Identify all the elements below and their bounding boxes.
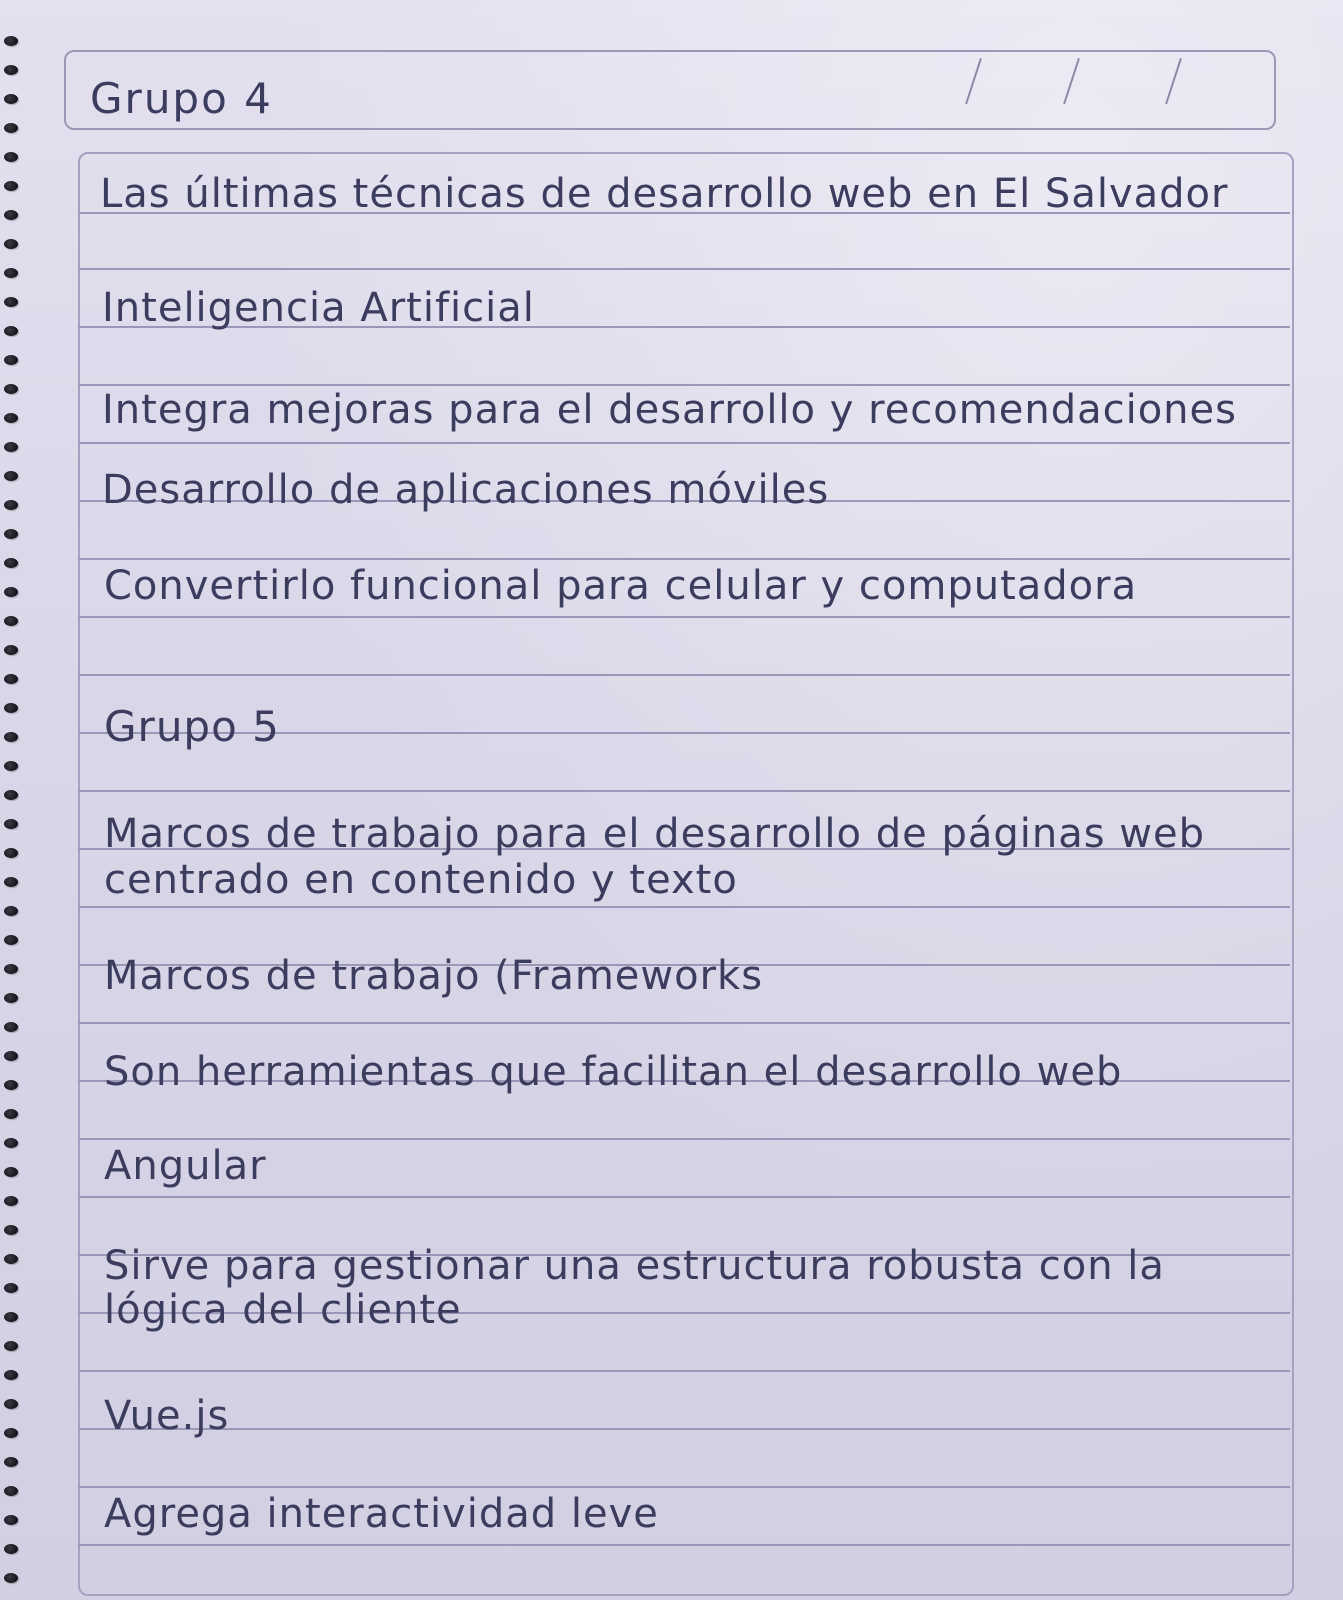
spiral-hole bbox=[4, 1022, 18, 1032]
spiral-hole bbox=[4, 703, 18, 713]
ruled-line bbox=[78, 1428, 1290, 1430]
ruled-line bbox=[78, 558, 1290, 560]
spiral-hole bbox=[4, 36, 18, 46]
ruled-line bbox=[78, 1370, 1290, 1372]
spiral-hole bbox=[4, 761, 18, 771]
spiral-hole bbox=[4, 935, 18, 945]
spiral-hole bbox=[4, 1196, 18, 1206]
note-line: Angular bbox=[104, 1143, 267, 1189]
spiral-hole bbox=[4, 384, 18, 394]
spiral-hole bbox=[4, 1080, 18, 1090]
spiral-hole bbox=[4, 877, 18, 887]
spiral-hole bbox=[4, 1051, 18, 1061]
spiral-hole bbox=[4, 181, 18, 191]
spiral-hole bbox=[4, 239, 18, 249]
ruled-line bbox=[78, 1196, 1290, 1198]
spiral-hole bbox=[4, 1399, 18, 1409]
ruled-line bbox=[78, 268, 1290, 270]
spiral-hole bbox=[4, 848, 18, 858]
ruled-line bbox=[78, 1022, 1290, 1024]
spiral-hole bbox=[4, 993, 18, 1003]
note-line: Convertirlo funcional para celular y computadora bbox=[104, 563, 1138, 609]
spiral-hole bbox=[4, 65, 18, 75]
ruled-line bbox=[78, 1544, 1290, 1546]
spiral-hole bbox=[4, 1254, 18, 1264]
spiral-hole bbox=[4, 1515, 18, 1525]
spiral-hole bbox=[4, 732, 18, 742]
ruled-line bbox=[78, 1138, 1290, 1140]
spiral-hole bbox=[4, 413, 18, 423]
note-line: Son herramientas que facilitan el desarrollo web bbox=[104, 1049, 1123, 1095]
spiral-hole bbox=[4, 123, 18, 133]
spiral-hole bbox=[4, 210, 18, 220]
spiral-hole bbox=[4, 674, 18, 684]
ruled-line bbox=[78, 674, 1290, 676]
spiral-hole bbox=[4, 1138, 18, 1148]
note-line: Inteligencia Artificial bbox=[102, 285, 535, 331]
spiral-hole bbox=[4, 297, 18, 307]
spiral-hole bbox=[4, 587, 18, 597]
spiral-hole bbox=[4, 1283, 18, 1293]
ruled-line bbox=[78, 790, 1290, 792]
spiral-hole bbox=[4, 1167, 18, 1177]
spiral-hole bbox=[4, 1573, 18, 1583]
ruled-line bbox=[78, 442, 1290, 444]
group-4-title: Grupo 4 bbox=[90, 74, 273, 123]
spiral-hole bbox=[4, 1457, 18, 1467]
spiral-hole bbox=[4, 326, 18, 336]
spiral-hole bbox=[4, 152, 18, 162]
spiral-hole bbox=[4, 1312, 18, 1322]
note-line: Las últimas técnicas de desarrollo web en El Salvador bbox=[100, 171, 1229, 217]
spiral-hole bbox=[4, 1341, 18, 1351]
spiral-hole bbox=[4, 616, 18, 626]
note-line: Integra mejoras para el desarrollo y recomendaciones bbox=[102, 387, 1237, 433]
spiral-hole bbox=[4, 442, 18, 452]
spiral-hole bbox=[4, 1109, 18, 1119]
ruled-line bbox=[78, 384, 1290, 386]
group-5-title: Grupo 5 bbox=[104, 702, 280, 751]
note-line: Marcos de trabajo para el desarrollo de páginas web bbox=[104, 811, 1205, 857]
note-line: Agrega interactividad leve bbox=[104, 1491, 659, 1537]
note-line: Desarrollo de aplicaciones móviles bbox=[102, 467, 830, 513]
note-line: Marcos de trabajo (Frameworks bbox=[104, 953, 764, 999]
ruled-line bbox=[78, 616, 1290, 618]
spiral-hole bbox=[4, 819, 18, 829]
spiral-hole bbox=[4, 500, 18, 510]
note-line: centrado en contenido y texto bbox=[104, 857, 738, 903]
spiral-hole bbox=[4, 906, 18, 916]
note-line: Sirve para gestionar una estructura robusta con la bbox=[104, 1243, 1165, 1289]
spiral-hole bbox=[4, 790, 18, 800]
note-line: Vue.js bbox=[104, 1393, 230, 1439]
spiral-hole bbox=[4, 268, 18, 278]
spiral-hole bbox=[4, 1486, 18, 1496]
spiral-hole bbox=[4, 1428, 18, 1438]
spiral-hole bbox=[4, 558, 18, 568]
spiral-hole bbox=[4, 645, 18, 655]
spiral-hole bbox=[4, 1225, 18, 1235]
spiral-binding bbox=[0, 0, 40, 1600]
spiral-hole bbox=[4, 94, 18, 104]
ruled-line bbox=[78, 1486, 1290, 1488]
spiral-hole bbox=[4, 471, 18, 481]
spiral-hole bbox=[4, 1544, 18, 1554]
spiral-hole bbox=[4, 1370, 18, 1380]
spiral-hole bbox=[4, 529, 18, 539]
note-line: lógica del cliente bbox=[104, 1287, 462, 1333]
spiral-hole bbox=[4, 964, 18, 974]
spiral-hole bbox=[4, 355, 18, 365]
ruled-line bbox=[78, 906, 1290, 908]
